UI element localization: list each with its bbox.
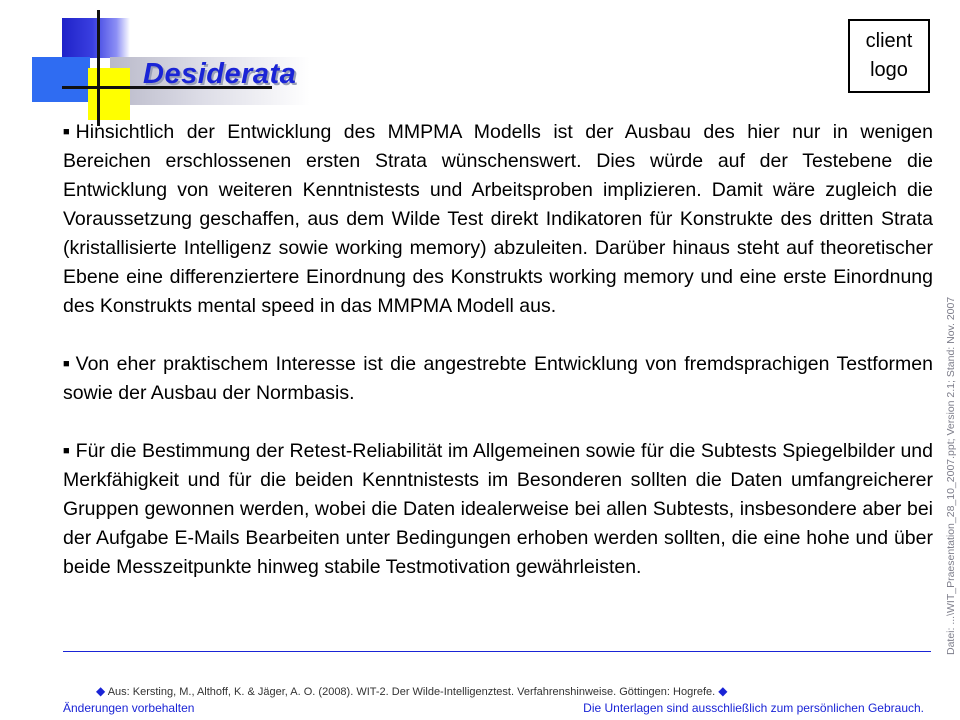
- bullet-paragraph: [63, 118, 933, 321]
- decor-vertical-line: [97, 10, 100, 126]
- decor-blue-square-top: [62, 18, 130, 58]
- slide-title: Desiderata: [143, 58, 297, 90]
- bullet-paragraph: [63, 350, 933, 408]
- logo-line-1: client: [865, 30, 913, 52]
- client-logo-placeholder: [848, 19, 930, 93]
- logo-line-2: logo: [870, 59, 908, 81]
- diamond-icon: ◆: [96, 684, 106, 698]
- file-info-sidebar: Datei: ...\WIT_Praesentation_28_10_2007.ppt; Version 2.1; Stand: Nov. 2007: [945, 296, 957, 655]
- slide-content: [63, 118, 933, 582]
- square-bullet-icon: ■: [63, 358, 70, 370]
- square-bullet-icon: ■: [63, 126, 70, 138]
- diamond-icon: ◆: [718, 684, 728, 698]
- bullet-paragraph: [63, 437, 933, 582]
- footer-divider: [63, 651, 931, 652]
- citation-text: Aus: Kersting, M., Althoff, K. & Jäger, A. O. (2008). WIT-2. Der Wilde-Intelligenztest. Verfahrenshinweise. Göttingen: Hogrefe.: [107, 686, 716, 698]
- decor-yellow-square: [88, 68, 130, 120]
- citation-line: [96, 684, 728, 698]
- footer-right-note: Die Unterlagen sind ausschließlich zum persönlichen Gebrauch.: [583, 701, 924, 715]
- square-bullet-icon: ■: [63, 445, 70, 457]
- paragraph-text: Hinsichtlich der Entwicklung des MMPMA Modells ist der Ausbau des hier nur in wenigen Bereichen erschlossenen ersten Strata wünschenswert. Dies würde auf der Testebene die Entwicklung von weiteren Kenntnistests und Arbeitsproben implizieren. Damit wäre zugleich die Voraussetzung geschaffen, aus dem Wilde Test direkt Indikatoren für Konstrukte des dritten Strata (kristallisierte Intelligenz sowie working memory) abzuleiten. Darüber hinaus steht auf theoretischer Ebene eine differenziertere Einordnung des Konstrukts working memory und eine erste Einordnung des Konstrukts mental speed in das MMPMA Modell aus.: [63, 121, 933, 317]
- decor-blue-square-left: [32, 57, 90, 102]
- footer-left-note: Änderungen vorbehalten: [63, 701, 195, 715]
- paragraph-text: Von eher praktischem Interesse ist die angestrebte Entwicklung von fremdsprachigen Testformen sowie der Ausbau der Normbasis.: [63, 353, 933, 404]
- paragraph-text: Für die Bestimmung der Retest-Reliabilität im Allgemeinen sowie für die Subtests Spiegelbilder und Merkfähigkeit und für die beiden Kenntnistests im Besonderen sollten die Daten umfangreicherer Gruppen gewonnen werden, wobei die Daten idealerweise bei allen Subtests, insbesondere aber bei der Aufgabe E-Mails Bearbeiten unter Bedingungen erhoben werden sollten, die eine hohe und über beide Messzeitpunkte hinweg stabile Testmotivation gewährleisten.: [63, 440, 933, 578]
